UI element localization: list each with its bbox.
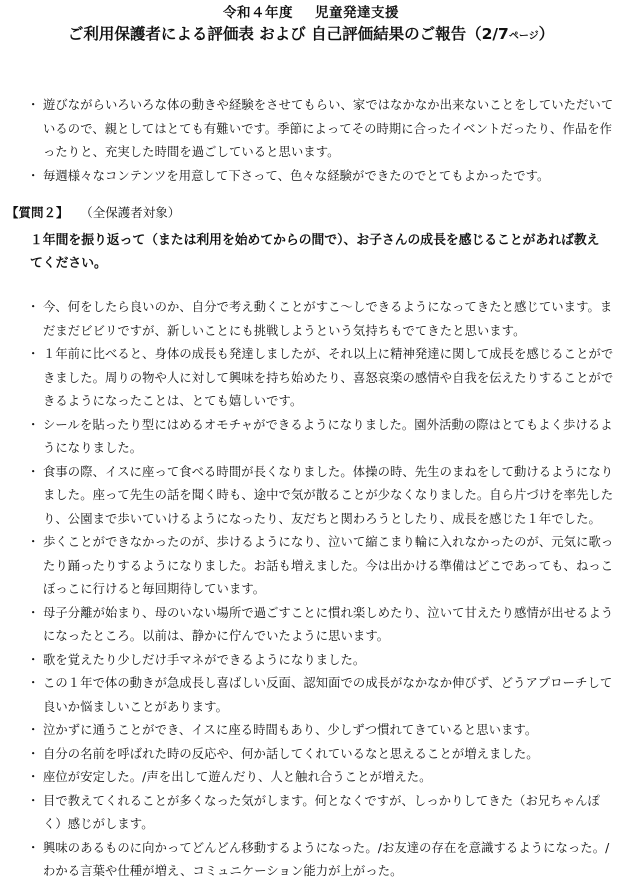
list-item: ・ １年前に比べると、身体の成長も発達しましたが、それ以上に精神発達に関して成長を感じることができました。周りの物や人に対して興味を持ち始めたり、喜怒哀楽の感情や自我を伝えたりすることができるようになったことは、とても嬉しいです。 — [30, 343, 618, 414]
list-item: ・ 食事の際、イスに座って食べる時間が長くなりました。体操の時、先生のまねをして動けるようになりました。座って先生の話を聞く時も、途中で気が散ることが少なくなりました。自ら片づけを率先したり、公園まで歩いていけるようになったり、友だちと関わろうとしたり、成長を感じた１年でした。 — [30, 461, 618, 532]
report-header — [0, 4, 622, 48]
list-item: ・ 自分の名前を呼ばれた時の反応や、何か話してくれているなと思えることが増えました。 — [30, 743, 618, 767]
report-title — [0, 23, 622, 48]
question-target: （全保護者対象） — [86, 205, 181, 220]
question-heading — [6, 204, 180, 222]
list-item: ・ 泣かずに通うことができ、イスに座る時間もあり、少しずつ慣れてきていると思います。 — [30, 719, 618, 743]
list-item: ・ 目で教えてくれることが多くなった気がします。何となくですが、しっかりしてきた（お兄ちゃんぽく）感じがします。 — [30, 790, 618, 837]
list-item: ・ 座位が安定した。/声を出して遊んだり、人と触れ合うことが増えた。 — [30, 766, 618, 790]
page-suffix: ページ — [508, 31, 539, 42]
question-text: １年間を振り返って（または利用を始めてからの間で）、お子さんの成長を感じることがあれば教えてください。 — [30, 233, 600, 271]
list-item: ・ 毎週様々なコンテンツを用意して下さって、色々な経験ができたのでとてもよかったです。 — [30, 165, 618, 189]
answers-list — [30, 296, 618, 884]
list-item: ・ シールを貼ったり型にはめるオモチャができるようになりました。園外活動の際はとてもよく歩けるようになりました。 — [30, 414, 618, 461]
list-item: ・ この１年で体の動きが急成長し喜ばしい反面、認知面での成長がなかなか伸びず、どうアプローチして良いか悩ましいことがあります。 — [30, 672, 618, 719]
list-item: ・ 歌を覚えたり少しだけ手マネができるようになりました。 — [30, 649, 618, 673]
previous-answers-list — [30, 94, 618, 188]
report-title-close: ） — [538, 25, 555, 43]
list-item: ・ 遊びながらいろいろな体の動きや経験をさせてもらい、家ではなかなか出来ないことをしていただいているので、親としてはとても有難いです。季節によってその時期に合ったイベントだったり、作品を作ったりと、充実した時間を過ごしていると思います。 — [30, 94, 618, 165]
list-item: ・ 今、何をしたら良いのか、自分で考え動くことがすこ～しできるようになってきたと感じています。まだまだビビリですが、新しいことにも挑戦しようという気持ちもでてきたと思います。 — [30, 296, 618, 343]
question-label: 【質問２】 — [6, 205, 69, 220]
header-subtitle — [0, 4, 622, 22]
list-item: ・ 歩くことができなかったのが、歩けるようになり、泣いて縮こまり輪に入れなかったのが、元気に歌ったり踊ったりするようになりました。お話も増えました。今は出かける準備はどこであっても、ねっこぼっこに行けると毎回期待しています。 — [30, 531, 618, 602]
report-title-text: ご利用保護者による評価表 および 自己評価結果のご報告（2/7 — [67, 25, 509, 43]
list-item: ・ 興味のあるものに向かってどんどん移動するようになった。/お友達の存在を意識するようになった。/わかる言葉や仕種が増え、コミュニケーション能力が上がった。 — [30, 837, 618, 884]
list-item: ・ 母子分離が始まり、母のいない場所で過ごすことに慣れ楽しめたり、泣いて甘えたり感情が出せるようになったところ。以前は、静かに佇んでいたように思います。 — [30, 602, 618, 649]
service-name: 児童発達支援 — [315, 5, 399, 21]
fiscal-year: 令和４年度 — [223, 5, 293, 21]
